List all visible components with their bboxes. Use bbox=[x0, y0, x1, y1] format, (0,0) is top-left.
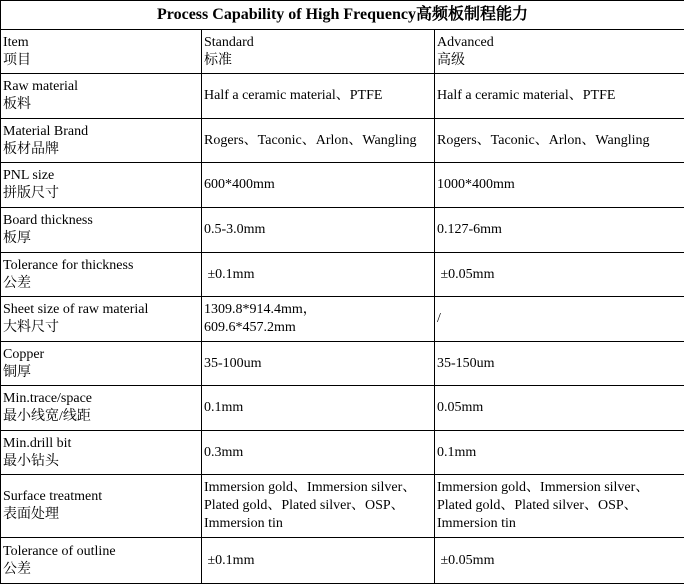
advanced-value: Immersion gold、Immersion silver、Plated gold、Plated silver、OSP、Immersion tin bbox=[435, 475, 684, 538]
standard-value: Immersion gold、Immersion silver、Plated gold、Plated silver、OSP、Immersion tin bbox=[202, 475, 435, 538]
header-standard bbox=[202, 30, 435, 74]
table-row bbox=[1, 253, 684, 297]
advanced-value: 0.05mm bbox=[435, 386, 684, 431]
standard-value: Rogers、Taconic、Arlon、Wangling bbox=[202, 119, 435, 163]
header-advanced-en: Advanced bbox=[437, 34, 494, 50]
row-label bbox=[1, 208, 202, 253]
standard-value bbox=[202, 297, 435, 342]
row-label-cn: 板材品牌 bbox=[3, 141, 59, 157]
row-label-en: Material Brand bbox=[3, 123, 89, 139]
header-item-cn: 项目 bbox=[3, 52, 31, 68]
row-label-cn: 板料 bbox=[3, 97, 31, 112]
advanced-value: Rogers、Taconic、Arlon、Wangling bbox=[435, 119, 684, 163]
header-standard-en: Standard bbox=[204, 34, 254, 50]
advanced-value: ±0.05mm bbox=[435, 538, 684, 584]
standard-value: ±0.1mm bbox=[202, 538, 435, 584]
advanced-value: 0.127-6mm bbox=[435, 208, 684, 253]
row-label-cn: 大料尺寸 bbox=[3, 320, 59, 335]
row-label bbox=[1, 342, 202, 386]
header-item-en: Item bbox=[3, 34, 29, 50]
title-row bbox=[1, 1, 684, 30]
row-label-cn: 板厚 bbox=[3, 231, 31, 246]
row-label-en: Tolerance for thickness bbox=[3, 257, 134, 273]
table-row bbox=[1, 538, 684, 584]
table-row bbox=[1, 475, 684, 538]
standard-value: 600*400mm bbox=[202, 163, 435, 208]
row-label-cn: 公差 bbox=[3, 275, 31, 291]
table-row bbox=[1, 297, 684, 342]
advanced-value: Half a ceramic material、PTFE bbox=[435, 74, 684, 119]
row-label-en: Min.trace/space bbox=[3, 391, 93, 406]
header-standard-cn: 标准 bbox=[204, 52, 232, 68]
header-advanced-cn: 高级 bbox=[437, 52, 465, 68]
header-advanced bbox=[435, 30, 684, 74]
standard-value: 0.5-3.0mm bbox=[202, 208, 435, 253]
advanced-value: 0.1mm bbox=[435, 431, 684, 475]
row-label bbox=[1, 74, 202, 119]
table-row bbox=[1, 163, 684, 208]
row-label-en: PNL size bbox=[3, 168, 55, 183]
table-row bbox=[1, 386, 684, 431]
row-label-cn: 最小钻头 bbox=[3, 453, 59, 469]
standard-value: 0.3mm bbox=[202, 431, 435, 475]
table-title: Process Capability of High Frequency高频板制程能力 bbox=[1, 1, 684, 30]
row-label-en: Board thickness bbox=[3, 213, 93, 228]
standard-value: 35-100um bbox=[202, 342, 435, 386]
row-label-cn: 公差 bbox=[3, 561, 31, 577]
row-label-cn: 拼版尺寸 bbox=[3, 186, 59, 201]
standard-value-line: 1309.8*914.4mm， bbox=[204, 302, 317, 317]
standard-value: 0.1mm bbox=[202, 386, 435, 431]
row-label bbox=[1, 386, 202, 431]
row-label-cn: 最小线宽/线距 bbox=[3, 409, 91, 424]
row-label-en: Raw material bbox=[3, 79, 79, 94]
table-row bbox=[1, 342, 684, 386]
row-label-en: Copper bbox=[3, 346, 45, 362]
table-row bbox=[1, 431, 684, 475]
row-label-cn: 铜厚 bbox=[3, 364, 31, 380]
row-label-en: Sheet size of raw material bbox=[3, 302, 149, 317]
row-label bbox=[1, 119, 202, 163]
header-item bbox=[1, 30, 202, 74]
header-row bbox=[1, 30, 684, 74]
row-label bbox=[1, 163, 202, 208]
row-label bbox=[1, 538, 202, 584]
row-label-en: Tolerance of outline bbox=[3, 543, 116, 559]
table-row bbox=[1, 74, 684, 119]
table-row bbox=[1, 208, 684, 253]
standard-value: ±0.1mm bbox=[202, 253, 435, 297]
advanced-value: ±0.05mm bbox=[435, 253, 684, 297]
table-row bbox=[1, 119, 684, 163]
row-label-en: Surface treatment bbox=[3, 489, 103, 504]
advanced-value: 1000*400mm bbox=[435, 163, 684, 208]
advanced-value: 35-150um bbox=[435, 342, 684, 386]
row-label bbox=[1, 253, 202, 297]
advanced-value: / bbox=[435, 297, 684, 342]
row-label-en: Min.drill bit bbox=[3, 435, 72, 451]
standard-value-line: 609.6*457.2mm bbox=[204, 320, 296, 335]
row-label-cn: 表面处理 bbox=[3, 507, 59, 522]
standard-value: Half a ceramic material、PTFE bbox=[202, 74, 435, 119]
row-label bbox=[1, 297, 202, 342]
row-label bbox=[1, 431, 202, 475]
row-label bbox=[1, 475, 202, 538]
